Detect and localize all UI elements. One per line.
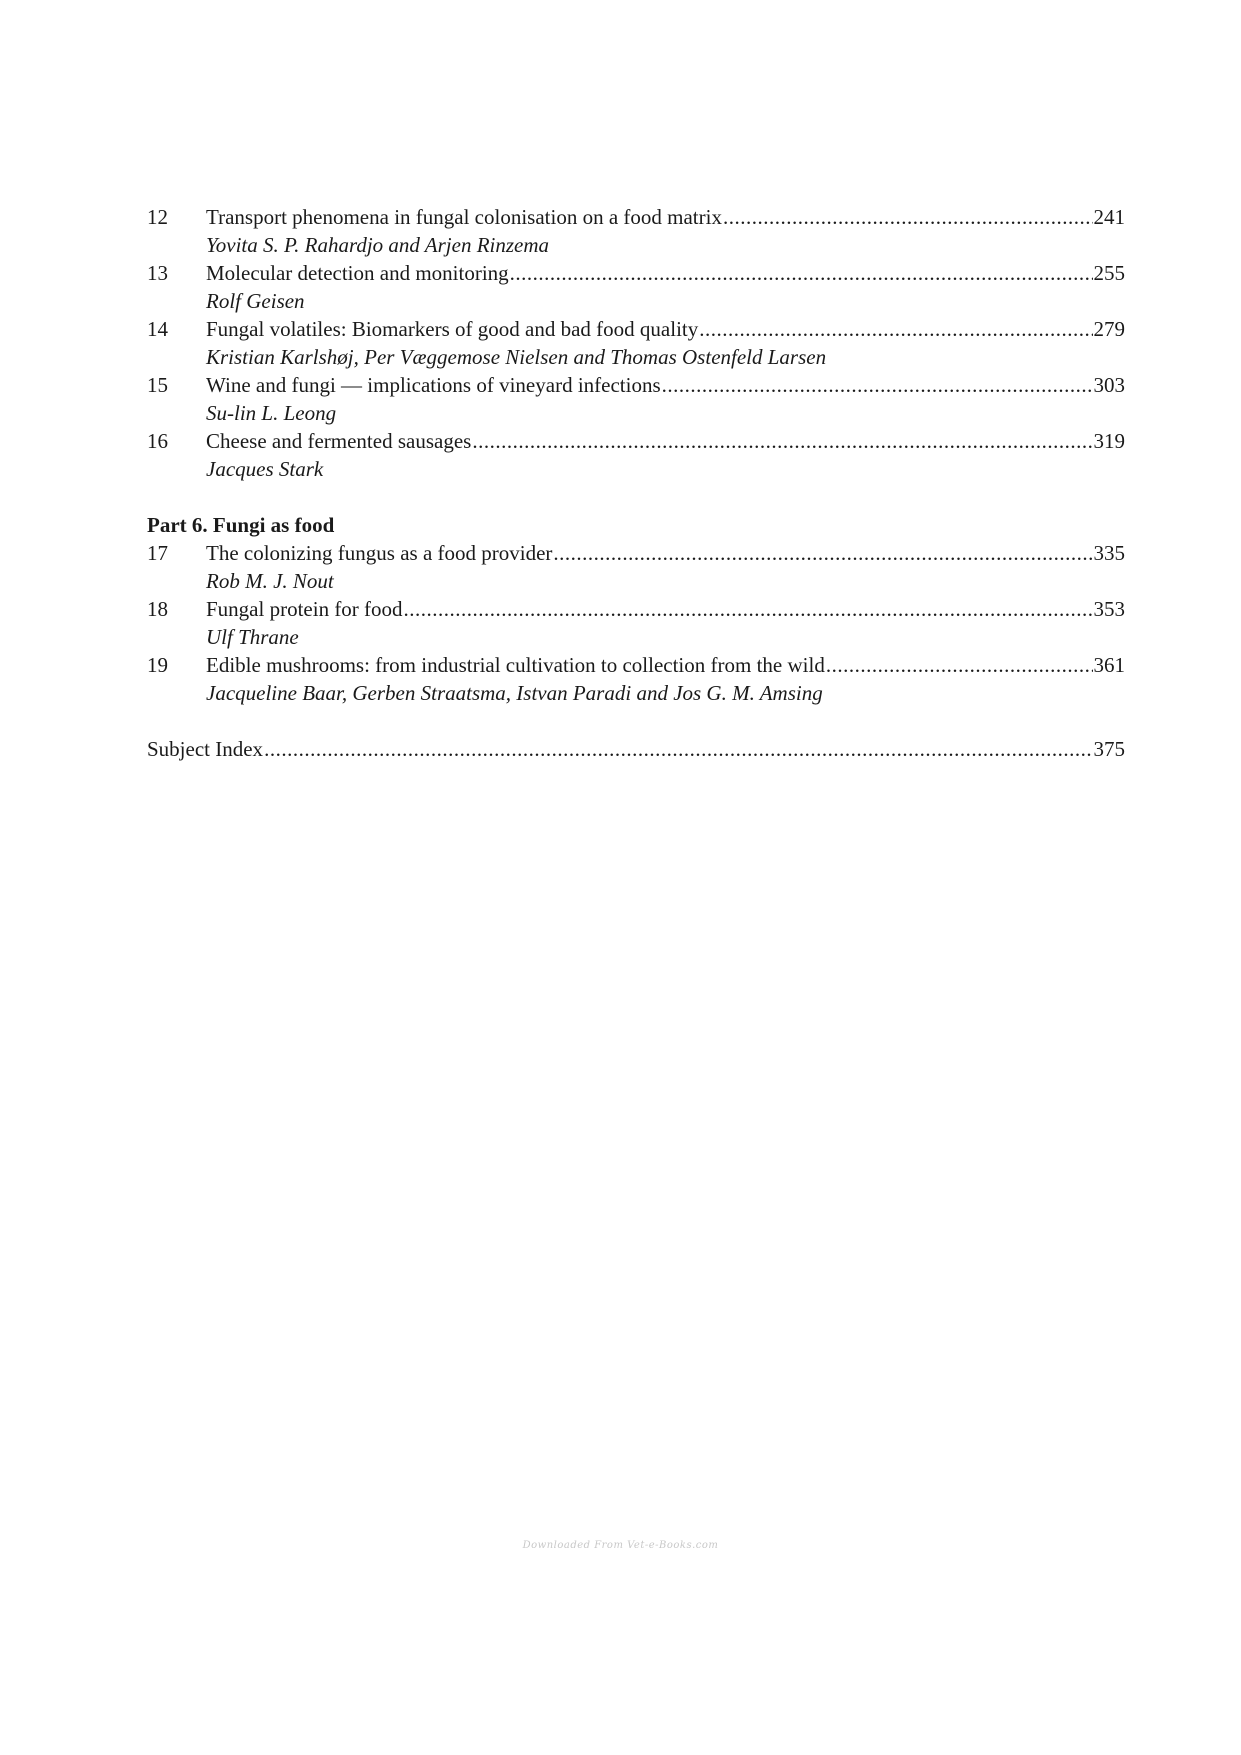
- page-number: 335: [1093, 541, 1125, 565]
- chapter-title: Fungal protein for food: [206, 597, 403, 621]
- chapter-title: The colonizing fungus as a food provider: [206, 541, 553, 565]
- chapter-number: 17: [147, 541, 168, 565]
- dot-leader: [699, 315, 1092, 343]
- table-of-contents: [147, 203, 1125, 763]
- chapter-authors: Su-lin L. Leong: [206, 401, 337, 425]
- chapter-authors: Kristian Karlshøj, Per Væggemose Nielsen and Thomas Ostenfeld Larsen: [206, 345, 827, 369]
- toc-row: [147, 315, 1125, 343]
- toc-entry-18: [147, 595, 1125, 651]
- toc-row: [147, 427, 1125, 455]
- page-number: 241: [1093, 205, 1125, 229]
- toc-row: [147, 539, 1125, 567]
- toc-entry-17: [147, 539, 1125, 595]
- page-number: 255: [1093, 261, 1125, 285]
- page-number: 303: [1093, 373, 1125, 397]
- chapter-number: 15: [147, 373, 168, 397]
- part-heading: Part 6. Fungi as food: [147, 513, 335, 537]
- chapter-title: Wine and fungi — implications of vineyard infections: [206, 373, 661, 397]
- chapter-number: 14: [147, 317, 168, 341]
- chapter-number: 18: [147, 597, 168, 621]
- dot-leader: [662, 371, 1093, 399]
- toc-entry-15: [147, 371, 1125, 427]
- chapter-number: 16: [147, 429, 168, 453]
- toc-row: [147, 595, 1125, 623]
- toc-row: [147, 371, 1125, 399]
- chapter-authors: Yovita S. P. Rahardjo and Arjen Rinzema: [206, 233, 550, 257]
- page-number: 279: [1093, 317, 1125, 341]
- toc-entry-13: [147, 259, 1125, 315]
- toc-row: [147, 651, 1125, 679]
- chapter-number: 13: [147, 261, 168, 285]
- dot-leader: [723, 203, 1093, 231]
- page-number: 319: [1093, 429, 1125, 453]
- dot-leader: [264, 735, 1092, 763]
- chapter-authors: Jacques Stark: [206, 457, 324, 481]
- page-number: 375: [1093, 737, 1125, 761]
- chapter-authors: Rolf Geisen: [206, 289, 305, 313]
- toc-row: [147, 259, 1125, 287]
- chapter-title: Fungal volatiles: Biomarkers of good and bad food quality: [206, 317, 699, 341]
- page-number: 353: [1093, 597, 1125, 621]
- chapter-title: Transport phenomena in fungal colonisation on a food matrix: [206, 205, 722, 229]
- dot-leader: [553, 539, 1092, 567]
- chapter-authors: Ulf Thrane: [206, 625, 299, 649]
- chapter-title: Cheese and fermented sausages: [206, 429, 472, 453]
- dot-leader: [826, 651, 1093, 679]
- subject-index-entry: [147, 735, 1125, 763]
- chapter-authors: Rob M. J. Nout: [206, 569, 334, 593]
- chapter-title: Molecular detection and monitoring: [206, 261, 509, 285]
- subject-index-label: Subject Index: [147, 737, 264, 761]
- dot-leader: [510, 259, 1093, 287]
- toc-entry-14: [147, 315, 1125, 371]
- toc-entry-12: [147, 203, 1125, 259]
- chapter-number: 12: [147, 205, 168, 229]
- chapter-authors: Jacqueline Baar, Gerben Straatsma, Istvan Paradi and Jos G. M. Amsing: [206, 681, 823, 705]
- chapter-title: Edible mushrooms: from industrial cultivation to collection from the wild: [206, 653, 825, 677]
- dot-leader: [472, 427, 1092, 455]
- page-number: 361: [1093, 653, 1125, 677]
- chapter-number: 19: [147, 653, 168, 677]
- toc-entry-19: [147, 651, 1125, 707]
- toc-entry-16: [147, 427, 1125, 483]
- toc-row: [147, 203, 1125, 231]
- dot-leader: [404, 595, 1093, 623]
- watermark: Downloaded From Vet-e-Books.com: [522, 1540, 719, 1551]
